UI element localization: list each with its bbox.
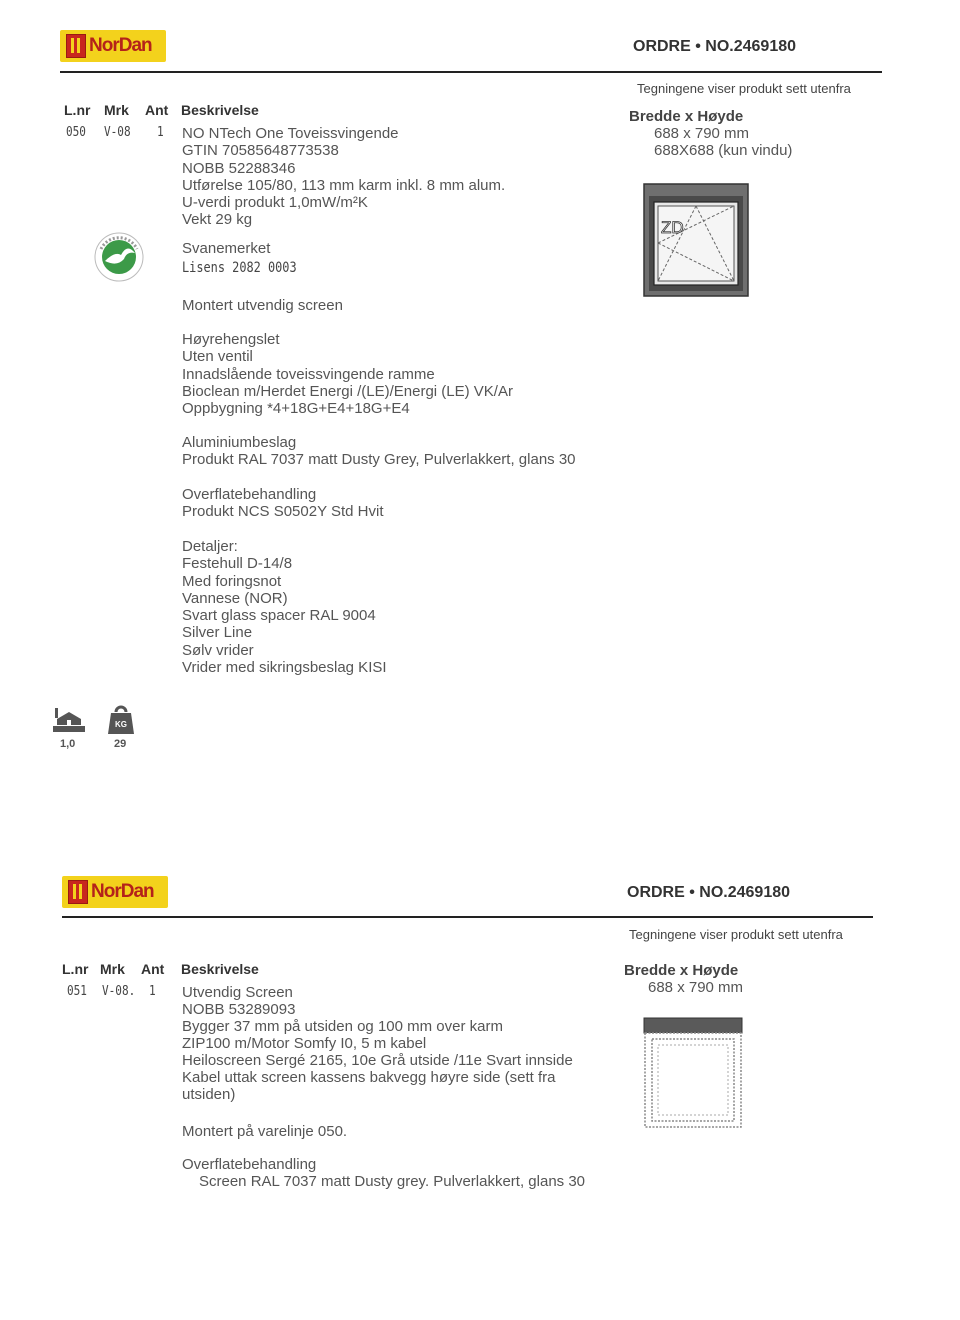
nordan-logo <box>62 876 168 908</box>
desc-line: Høyrehengslet <box>182 331 280 348</box>
drawing-note: Tegningene viser produkt sett utenfra <box>637 81 851 96</box>
desc-line: utsiden) <box>182 1086 236 1103</box>
desc-line: Bygger 37 mm på utsiden og 100 mm over karm <box>182 1018 503 1035</box>
row-ant: 1 <box>157 125 164 140</box>
desc-line: Produkt RAL 7037 matt Dusty Grey, Pulverlakkert, glans 30 <box>182 451 576 469</box>
col-header-beskrivelse: Beskrivelse <box>181 102 259 118</box>
desc-line: Overflatebehandling <box>182 486 317 503</box>
desc-line: Uten ventil <box>182 348 253 366</box>
desc-line: Heiloscreen Sergé 2165, 10e Grå utside /11e Svart innside <box>182 1052 573 1069</box>
desc-block-hinge <box>182 331 513 417</box>
dimension-value: 688 x 790 mm <box>648 979 744 996</box>
desc-line: Festehull D-14/8 <box>182 555 293 573</box>
desc-block-mounted <box>182 1123 347 1140</box>
nordan-logo-mark <box>68 880 88 904</box>
desc-block-screen <box>182 297 343 314</box>
desc-line: Montert på varelinje 050. <box>182 1123 348 1140</box>
u-value-caption: 1,0 <box>60 738 76 750</box>
desc-line: GTIN 70585648773538 <box>182 142 339 160</box>
dimensions-label: Bredde x Høyde <box>629 108 744 125</box>
row-ant: 1 <box>149 984 156 999</box>
window-drawing <box>643 183 749 298</box>
desc-block-surface <box>182 1156 585 1191</box>
desc-line: Med foringsnot <box>182 572 282 590</box>
product-description <box>182 984 573 1103</box>
desc-line: Sølv vrider <box>182 641 254 659</box>
desc-block-details <box>182 538 387 676</box>
weight-caption: 29 <box>114 738 127 750</box>
row-mrk: V-08 <box>104 125 131 140</box>
desc-line: Kabel uttak screen kassens bakvegg høyre side (sett fra <box>182 1069 556 1086</box>
desc-block-surface <box>182 486 384 521</box>
desc-line: NOBB 53289093 <box>182 1001 296 1018</box>
desc-line: Screen RAL 7037 matt Dusty grey. Pulverlakkert, glans 30 <box>199 1173 586 1191</box>
desc-line: NOBB 52288346 <box>182 159 296 177</box>
col-header-ant: Ant <box>141 961 165 977</box>
col-header-beskrivelse: Beskrivelse <box>181 961 259 977</box>
col-header-lnr: L.nr <box>62 961 89 977</box>
header-divider <box>60 71 882 73</box>
drawing-note: Tegningene viser produkt sett utenfra <box>629 927 843 942</box>
screen-drawing <box>643 1017 743 1129</box>
svg-text:KG: KG <box>115 720 127 729</box>
desc-line: Silver Line <box>182 624 253 642</box>
col-header-mrk: Mrk <box>100 961 125 977</box>
row-mrk: V-08. <box>102 984 136 999</box>
window-label: ZD <box>661 218 684 237</box>
dimension-value: 688 x 790 mm <box>654 125 750 142</box>
desc-line: Vannese (NOR) <box>182 589 288 607</box>
header-divider <box>62 916 873 918</box>
desc-line: ZIP100 m/Motor Somfy I0, 5 m kabel <box>182 1035 427 1052</box>
desc-line: Produkt NCS S0502Y Std Hvit <box>182 503 384 521</box>
nordan-logo-text: NorDan <box>89 35 152 56</box>
desc-line: Bioclean m/Herdet Energi /(LE)/Energi (LE) VK/Ar <box>182 382 513 400</box>
dimensions-values <box>648 979 743 996</box>
desc-line: U-verdi produkt 1,0mW/m²K <box>182 194 368 212</box>
swan-ecolabel-icon <box>91 231 147 283</box>
col-header-mrk: Mrk <box>104 102 129 118</box>
row-lnr: 050 <box>66 125 86 140</box>
svanemerket-title: Svanemerket <box>182 240 271 257</box>
desc-line: Utførelse 105/80, 113 mm karm inkl. 8 mm alum. <box>182 176 506 194</box>
dimension-value: 688X688 (kun vindu) <box>654 142 793 159</box>
desc-line: NO NTech One Toveissvingende <box>182 125 399 142</box>
row-lnr: 051 <box>67 984 87 999</box>
col-header-lnr: L.nr <box>64 102 91 118</box>
desc-line: Montert utvendig screen <box>182 297 343 314</box>
product-description <box>182 125 505 229</box>
order-number: ORDRE • NO.2469180 <box>627 884 791 901</box>
desc-line: Aluminiumbeslag <box>182 434 297 451</box>
desc-line: Innadslående toveissvingende ramme <box>182 365 435 383</box>
nordan-logo-text: NorDan <box>91 881 154 902</box>
desc-line: Utvendig Screen <box>182 984 293 1001</box>
nordan-logo-mark <box>66 34 86 58</box>
desc-line: Overflatebehandling <box>182 1156 317 1173</box>
weight-icon <box>107 703 135 735</box>
desc-line: Detaljer: <box>182 538 238 555</box>
order-number: ORDRE • NO.2469180 <box>633 38 797 55</box>
dimensions-label: Bredde x Høyde <box>624 962 739 979</box>
desc-line: Vrider med sikringsbeslag KISI <box>182 659 387 677</box>
svanemerket-lisens: Lisens 2082 0003 <box>182 260 297 276</box>
dimensions-values <box>654 125 792 159</box>
u-value-icon <box>53 706 85 734</box>
desc-block-aluminium <box>182 434 576 469</box>
desc-line: Oppbygning *4+18G+E4+18G+E4 <box>182 400 410 418</box>
desc-line: Vekt 29 kg <box>182 211 253 229</box>
col-header-ant: Ant <box>145 102 169 118</box>
desc-line: Svart glass spacer RAL 9004 <box>182 607 376 625</box>
nordan-logo <box>60 30 166 62</box>
